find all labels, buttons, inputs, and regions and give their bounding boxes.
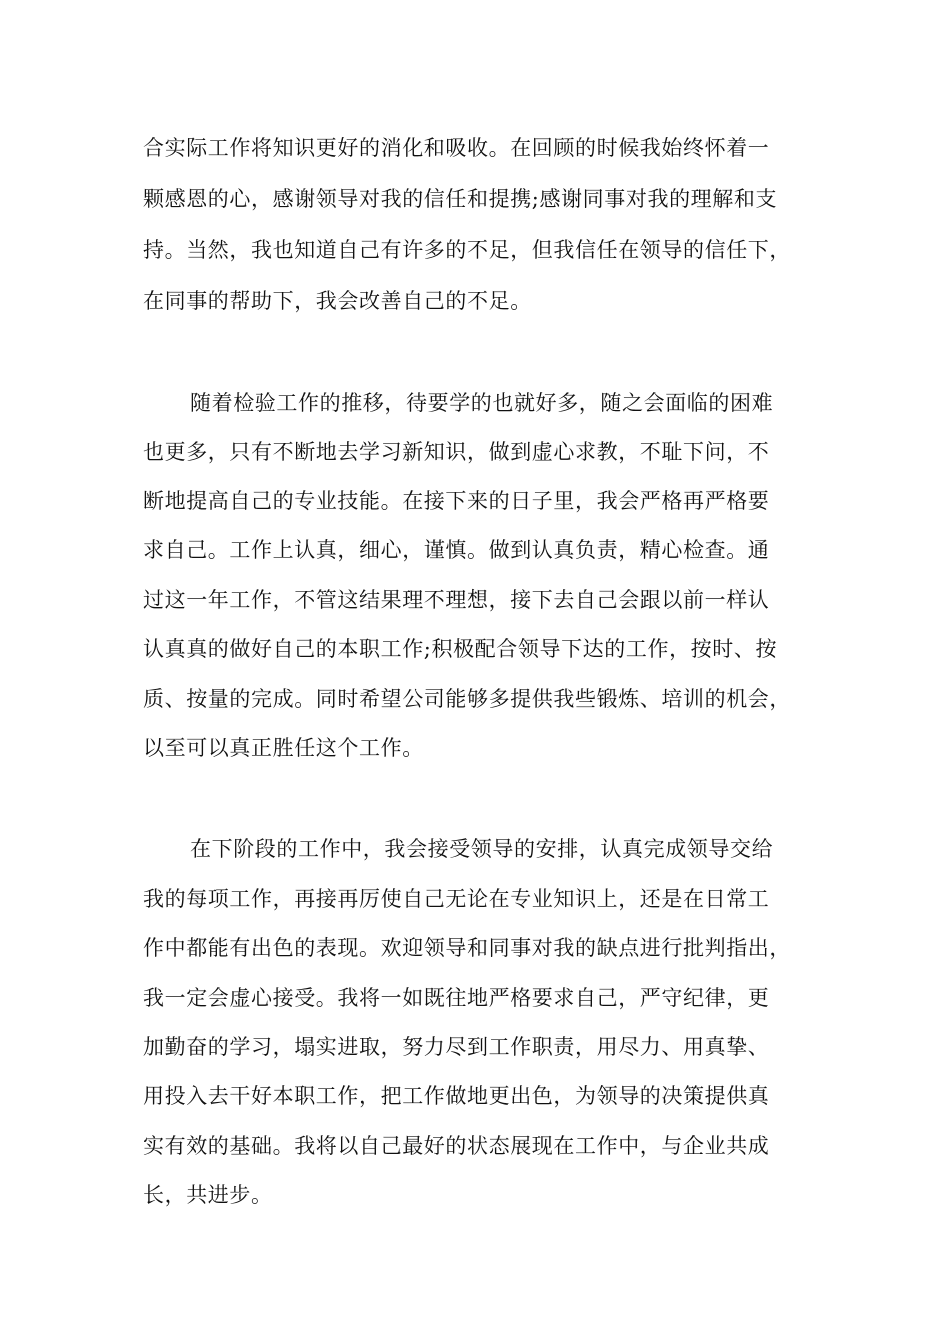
text-line: 我的每项工作，再接再厉使自己无论在专业知识上，还是在日常工 xyxy=(143,887,770,911)
text-line: 在下阶段的工作中，我会接受领导的安排，认真完成领导交给 xyxy=(190,837,774,861)
text-line: 过这一年工作，不管这结果理不理想，接下去自己会跟以前一样认 xyxy=(143,588,770,612)
text-line: 质、按量的完成。同时希望公司能够多提供我些锻炼、培训的机会， xyxy=(143,687,791,711)
text-line: 随着检验工作的推移，待要学的也就好多，随之会面临的困难 xyxy=(190,391,774,415)
text-line: 持。当然，我也知道自己有许多的不足，但我信任在领导的信任下， xyxy=(143,238,791,262)
text-line: 长，共进步。 xyxy=(143,1183,273,1207)
text-line: 用投入去干好本职工作，把工作做地更出色，为领导的决策提供真 xyxy=(143,1084,770,1108)
text-line: 我一定会虚心接受。我将一如既往地严格要求自己，严守纪律，更 xyxy=(143,986,770,1010)
text-line: 实有效的基础。我将以自己最好的状态展现在工作中，与企业共成 xyxy=(143,1134,770,1158)
text-line: 颗感恩的心，感谢领导对我的信任和提携;感谢同事对我的理解和支 xyxy=(143,187,778,211)
text-line: 认真真的做好自己的本职工作;积极配合领导下达的工作，按时、按 xyxy=(143,637,778,661)
text-line: 作中都能有出色的表现。欢迎领导和同事对我的缺点进行批判指出， xyxy=(143,936,791,960)
text-line: 求自己。工作上认真，细心，谨慎。做到认真负责，精心检查。通 xyxy=(143,538,770,562)
text-line: 在同事的帮助下，我会改善自己的不足。 xyxy=(143,289,532,313)
text-line: 合实际工作将知识更好的消化和吸收。在回顾的时候我始终怀着一 xyxy=(143,136,770,160)
text-line: 加勤奋的学习，塌实进取，努力尽到工作职责，用尽力、用真挚、 xyxy=(143,1035,770,1059)
text-line: 断地提高自己的专业技能。在接下来的日子里，我会严格再严格要 xyxy=(143,489,770,513)
text-line: 也更多，只有不断地去学习新知识，做到虚心求教，不耻下问，不 xyxy=(143,440,770,464)
text-line: 以至可以真正胜任这个工作。 xyxy=(143,736,424,760)
